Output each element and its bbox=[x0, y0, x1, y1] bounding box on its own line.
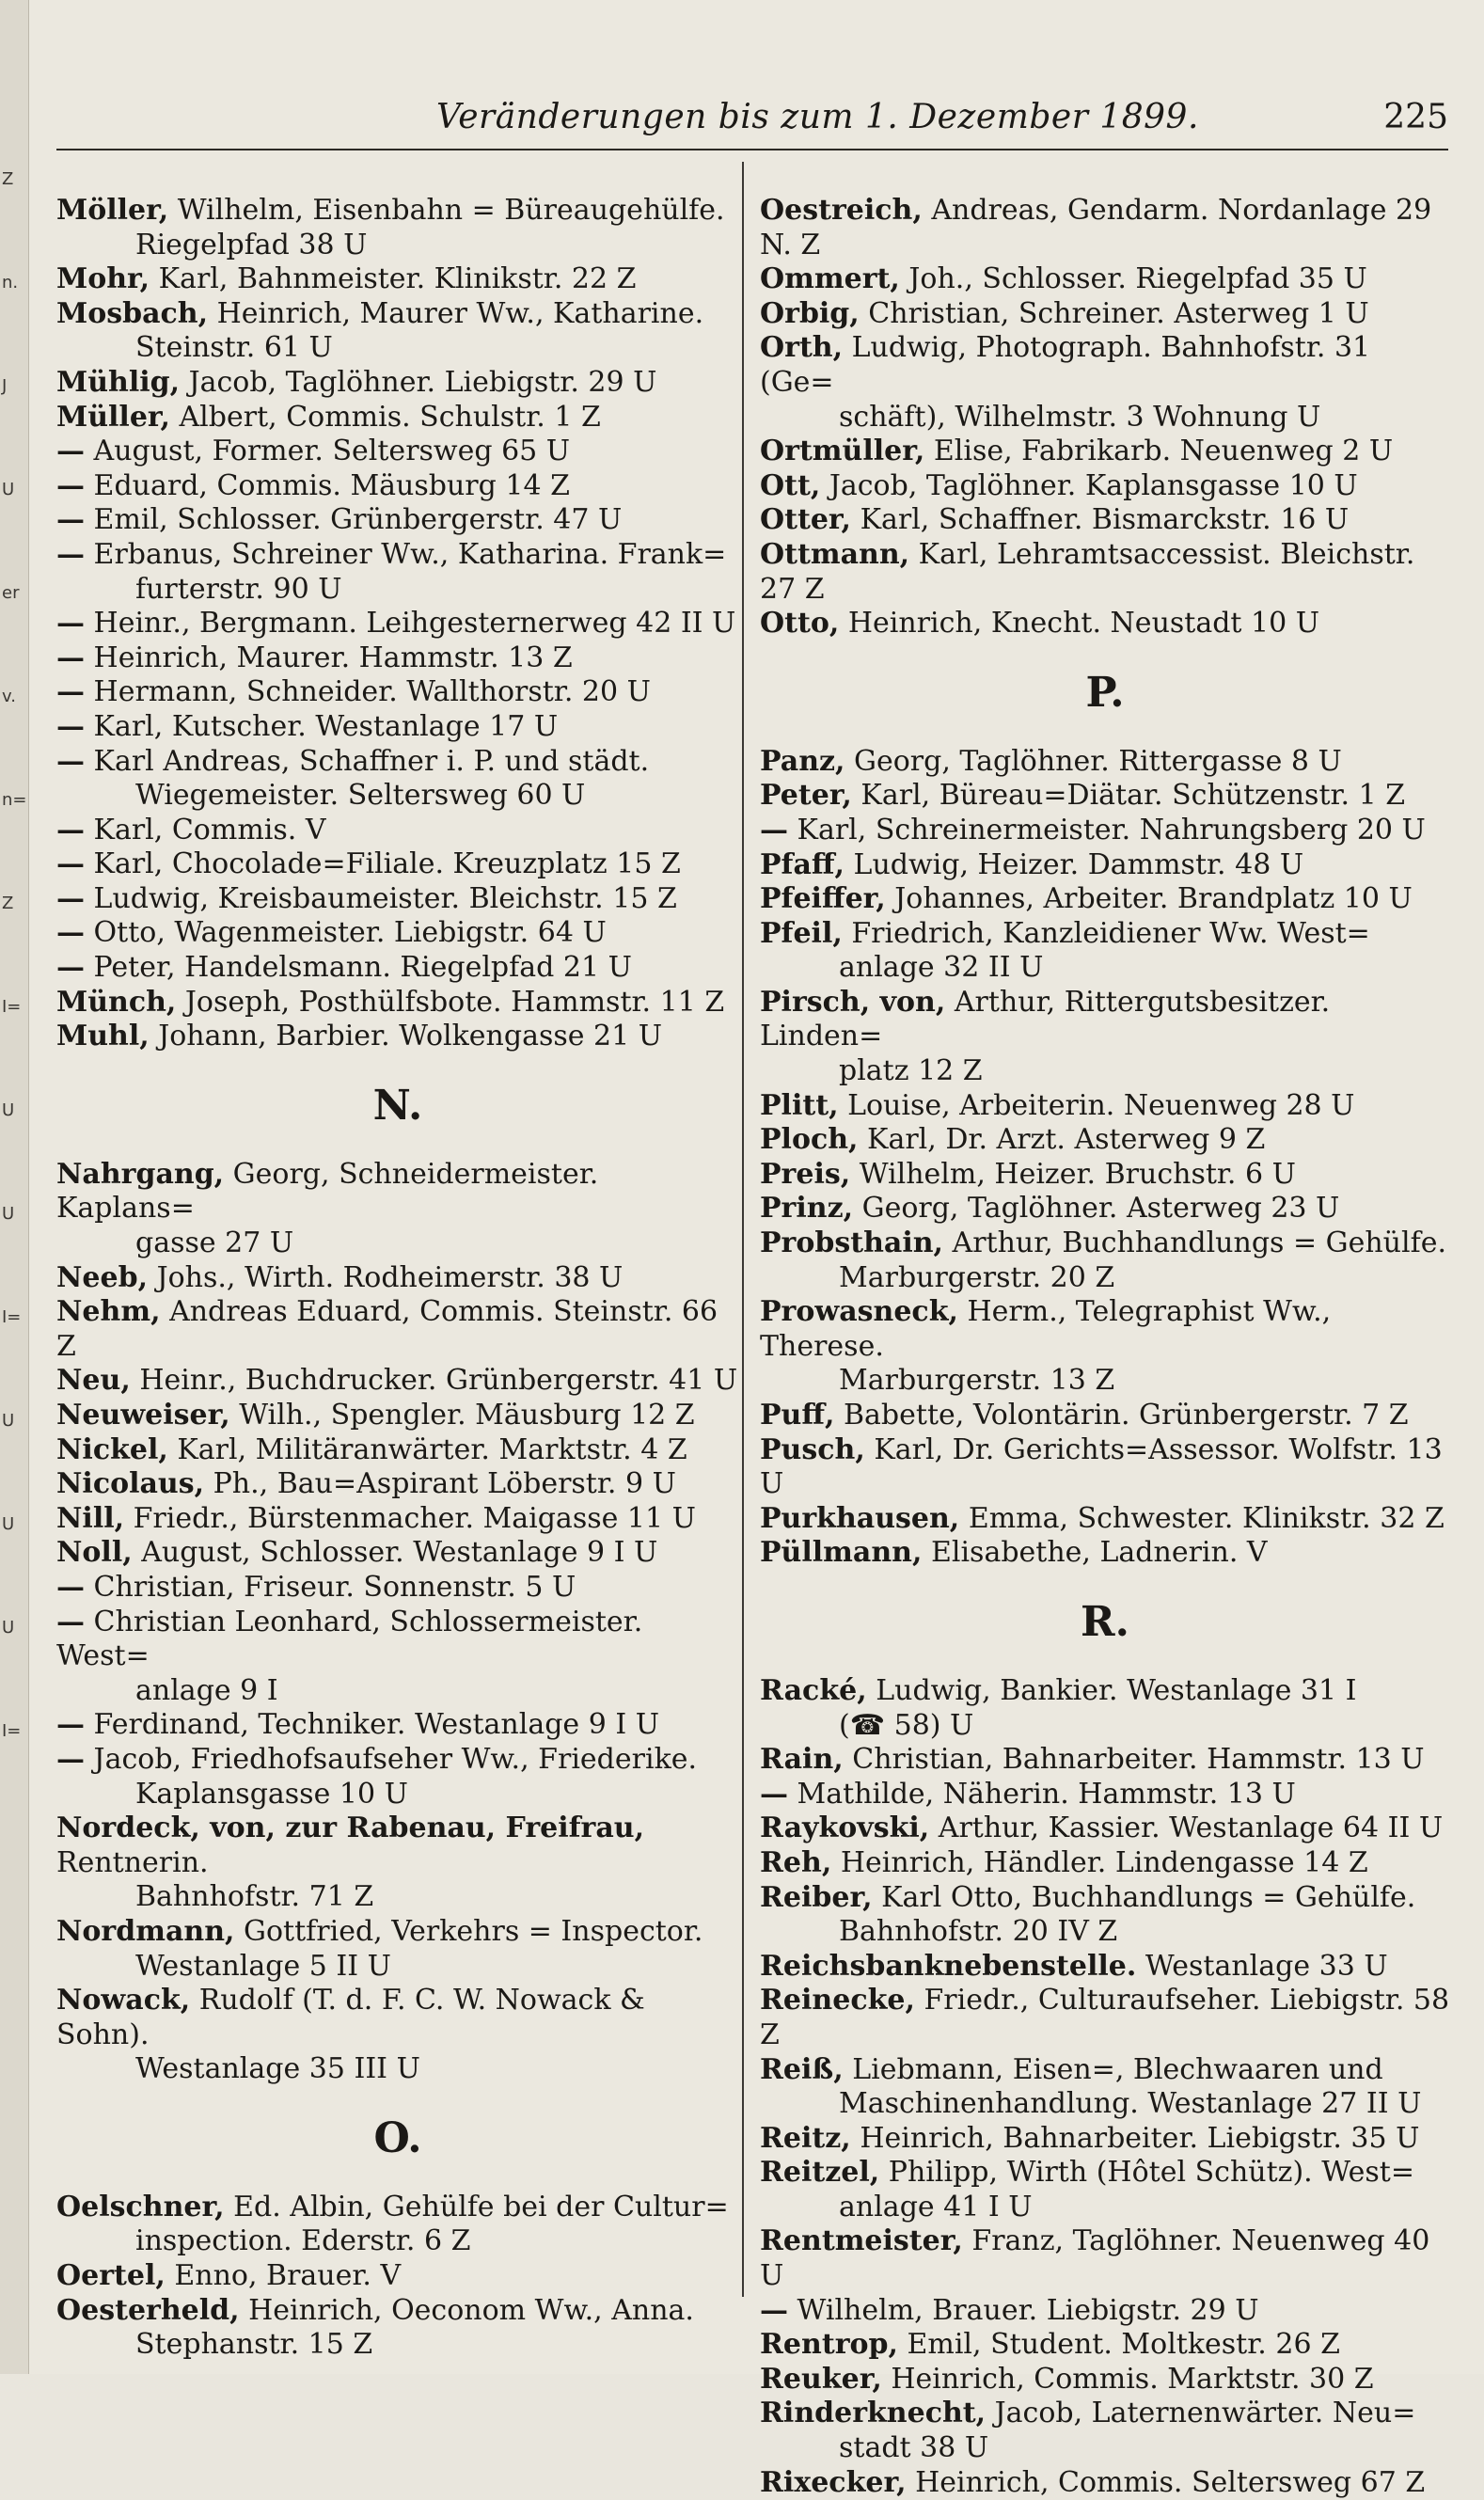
entry-continuation: anlage 41 I U bbox=[839, 2190, 1033, 2223]
entry-name: Rixecker, bbox=[760, 2465, 907, 2499]
directory-entry bbox=[55, 2191, 741, 2259]
entry-details: Johann, Barbier. Wolkengasse 21 U bbox=[158, 1020, 663, 1053]
entry-name: Prinz, bbox=[760, 1192, 854, 1226]
directory-entry bbox=[758, 1399, 1452, 1433]
entry-name: Pusch, bbox=[760, 1432, 865, 1466]
directory-entry bbox=[55, 538, 741, 607]
entry-details: Otto, Wagenmeister. Liebigstr. 64 U bbox=[93, 916, 607, 950]
directory-entry bbox=[55, 675, 741, 710]
entry-name: Nordmann, bbox=[56, 1914, 235, 1948]
directory-entry bbox=[758, 1192, 1452, 1226]
margin-fragment: n. bbox=[2, 273, 19, 293]
entry-name: Pfeiffer, bbox=[760, 882, 886, 916]
directory-entry bbox=[758, 1984, 1452, 2052]
entry-continuation: Marburgerstr. 13 Z bbox=[839, 1364, 1115, 1398]
directory-entry bbox=[758, 2397, 1452, 2465]
entry-details: Christian, Schreiner. Asterweg 1 U bbox=[868, 296, 1369, 330]
directory-entry bbox=[55, 1536, 741, 1571]
directory-entry bbox=[758, 435, 1452, 469]
entry-name: — bbox=[56, 435, 85, 468]
entry-name: Reitzel, bbox=[760, 2156, 880, 2190]
entry-name: Otter, bbox=[760, 503, 852, 537]
directory-entry bbox=[758, 1743, 1452, 1778]
entry-name: — bbox=[56, 537, 85, 571]
directory-entry bbox=[758, 1674, 1452, 1743]
entry-details: Philipp, Wirth (Hôtel Schütz). West= bbox=[888, 2156, 1414, 2190]
directory-entry bbox=[758, 194, 1452, 262]
entry-details: Emil, Schlosser. Grünbergerstr. 47 U bbox=[93, 503, 623, 537]
directory-entry bbox=[55, 1606, 741, 1709]
directory-entry bbox=[758, 1502, 1452, 1537]
entry-name: Neuweiser, bbox=[56, 1399, 230, 1432]
entry-details: Rudolf (T. d. F. C. W. Nowack & Sohn). bbox=[56, 1984, 645, 2051]
entry-details: Emma, Schwester. Klinikstr. 32 Z bbox=[968, 1501, 1445, 1535]
directory-entry bbox=[758, 1123, 1452, 1158]
directory-entry bbox=[758, 986, 1452, 1089]
directory-entry bbox=[758, 469, 1452, 504]
directory-entry bbox=[758, 1778, 1452, 1812]
entry-name: Oesterheld, bbox=[56, 2293, 240, 2327]
entry-details: Hermann, Schneider. Wallthorstr. 20 U bbox=[93, 675, 651, 709]
entry-name: Müller, bbox=[56, 400, 170, 434]
entry-name: — bbox=[56, 951, 85, 985]
margin-fragment: U bbox=[2, 1618, 15, 1638]
entry-details: Ferdinand, Techniker. Westanlage 9 I U bbox=[93, 1708, 660, 1742]
entry-details: Rentnerin. bbox=[56, 1845, 209, 1879]
entry-details: Arthur, Kassier. Westanlage 64 II U bbox=[938, 1812, 1444, 1845]
directory-entry bbox=[758, 882, 1452, 917]
directory-entry bbox=[55, 641, 741, 676]
entry-name: Reitz, bbox=[760, 2121, 851, 2155]
margin-fragment: U bbox=[2, 480, 15, 499]
directory-entry bbox=[55, 1158, 741, 1261]
entry-details: Ludwig, Photograph. Bahnhofstr. 31 (Ge= bbox=[760, 331, 1371, 399]
entry-name: — bbox=[56, 847, 85, 881]
entry-details: Wilhelm, Heizer. Bruchstr. 6 U bbox=[859, 1157, 1296, 1191]
right-column bbox=[758, 194, 1452, 2500]
entry-name: Nehm, bbox=[56, 1295, 161, 1329]
entry-details: Heinrich, Commis. Seltersweg 67 Z bbox=[915, 2465, 1426, 2499]
entry-details: Karl, Schaffner. Bismarckstr. 16 U bbox=[860, 503, 1350, 537]
entry-name: — bbox=[56, 1708, 85, 1742]
directory-entry bbox=[55, 435, 741, 469]
entry-details: Franz, Taglöhner. Neuenweg 40 U bbox=[760, 2224, 1430, 2293]
margin-fragment: I= bbox=[2, 997, 22, 1017]
left-column bbox=[55, 194, 741, 2363]
margin-fragment: n= bbox=[2, 790, 27, 810]
entry-details: Liebmann, Eisen=, Blechwaaren und bbox=[852, 2052, 1383, 2086]
directory-entry bbox=[55, 1364, 741, 1399]
entry-details: Andreas Eduard, Commis. Steinstr. 66 Z bbox=[56, 1295, 718, 1363]
entry-continuation: furterstr. 90 U bbox=[135, 572, 342, 606]
directory-entry bbox=[55, 503, 741, 538]
entry-continuation: platz 12 Z bbox=[839, 1054, 983, 1088]
entry-name: Münch, bbox=[56, 985, 177, 1019]
entry-details: Karl, Militäranwärter. Marktstr. 4 Z bbox=[177, 1432, 687, 1466]
directory-entry bbox=[758, 2363, 1452, 2397]
entry-name: Muhl, bbox=[56, 1020, 150, 1053]
entry-details: Jacob, Friedhofsaufseher Ww., Friederike. bbox=[93, 1742, 698, 1776]
entry-name: Oertel, bbox=[56, 2259, 166, 2293]
directory-entry bbox=[55, 1743, 741, 1812]
entry-continuation: Bahnhofstr. 20 IV Z bbox=[839, 1915, 1118, 1949]
directory-entry bbox=[758, 1226, 1452, 1295]
entry-name: Püllmann, bbox=[760, 1536, 923, 1570]
entry-details: Heinrich, Oeconom Ww., Anna. bbox=[248, 2293, 694, 2327]
entry-name: Nicolaus, bbox=[56, 1467, 205, 1501]
directory-entry bbox=[758, 538, 1452, 607]
entry-name: Möller, bbox=[56, 194, 169, 227]
entry-continuation: Stephanstr. 15 Z bbox=[135, 2328, 373, 2362]
entry-name: Mohr, bbox=[56, 262, 150, 296]
entry-details: Heinr., Bergmann. Leihgesternerweg 42 II U bbox=[93, 607, 736, 641]
directory-entry bbox=[758, 2466, 1452, 2500]
entry-details: Andreas, Gendarm. Nordanlage 29 N. Z bbox=[760, 194, 1432, 261]
directory-entry bbox=[758, 297, 1452, 332]
entry-continuation: Westanlage 35 III U bbox=[135, 2052, 420, 2086]
directory-entry bbox=[758, 607, 1452, 641]
entry-name: — bbox=[56, 503, 85, 537]
entry-name: Rentmeister, bbox=[760, 2224, 963, 2258]
section-letter: N. bbox=[372, 1081, 423, 1130]
entry-details: Peter, Handelsmann. Riegelpfad 21 U bbox=[93, 951, 632, 985]
entry-name: Nowack, bbox=[56, 1984, 191, 2017]
entry-details: Heinrich, Maurer. Hammstr. 13 Z bbox=[93, 641, 573, 674]
directory-entry bbox=[55, 1020, 741, 1054]
entry-details: Enno, Brauer. V bbox=[174, 2259, 402, 2293]
directory-entry bbox=[758, 2156, 1452, 2224]
entry-name: Raykovski, bbox=[760, 1812, 930, 1845]
section-letter: R. bbox=[1081, 1597, 1129, 1646]
section-letter: O. bbox=[373, 2113, 422, 2162]
entry-name: Rinderknecht, bbox=[760, 2397, 987, 2430]
entry-details: Karl, Dr. Arzt. Asterweg 9 Z bbox=[867, 1123, 1266, 1157]
directory-entry bbox=[55, 882, 741, 917]
entry-continuation: inspection. Ederstr. 6 Z bbox=[135, 2224, 471, 2258]
adjacent-page-margin bbox=[0, 0, 29, 2374]
directory-entry bbox=[758, 745, 1452, 780]
entry-details: Joseph, Posthülfsbote. Hammstr. 11 Z bbox=[184, 985, 725, 1019]
entry-name: Probsthain, bbox=[760, 1226, 943, 1260]
entry-details: Karl Otto, Buchhandlungs = Gehülfe. bbox=[881, 1880, 1416, 1914]
directory-entry bbox=[758, 2294, 1452, 2329]
entry-details: Georg, Taglöhner. Asterweg 23 U bbox=[861, 1192, 1340, 1226]
entry-name: Nickel, bbox=[56, 1432, 168, 1466]
entry-name: Ommert, bbox=[760, 262, 900, 296]
entry-continuation: stadt 38 U bbox=[839, 2431, 989, 2465]
directory-entry bbox=[55, 1261, 741, 1296]
entry-name: — bbox=[56, 1605, 85, 1638]
entry-details: Ph., Bau=Aspirant Löberstr. 9 U bbox=[213, 1467, 676, 1501]
entry-details: Wilhelm, Brauer. Liebigstr. 29 U bbox=[797, 2293, 1259, 2327]
directory-entry bbox=[55, 607, 741, 641]
entry-name: — bbox=[56, 881, 85, 915]
entry-name: Oestreich, bbox=[760, 194, 923, 227]
entry-details: Karl, Büreau=Diätar. Schützenstr. 1 Z bbox=[860, 779, 1406, 813]
directory-entry bbox=[55, 1467, 741, 1502]
directory-entry bbox=[55, 1295, 741, 1364]
entry-details: Albert, Commis. Schulstr. 1 Z bbox=[179, 400, 601, 434]
directory-entry bbox=[758, 1295, 1452, 1399]
margin-fragment: Z bbox=[2, 169, 14, 189]
entry-details: Karl, Schreinermeister. Nahrungsberg 20 U bbox=[797, 813, 1426, 847]
entry-name: Racké, bbox=[760, 1673, 867, 1707]
margin-fragment: U bbox=[2, 1204, 15, 1224]
directory-entry bbox=[758, 1950, 1452, 1985]
entry-details: Friedrich, Kanzleidiener Ww. West= bbox=[851, 916, 1370, 950]
directory-entry bbox=[55, 1915, 741, 1984]
entry-details: Louise, Arbeiterin. Neuenweg 28 U bbox=[847, 1088, 1355, 1122]
entry-details: Friedr., Culturaufseher. Liebigstr. 58 Z bbox=[760, 1984, 1450, 2051]
section-letter: P. bbox=[1085, 668, 1125, 717]
entry-name: Reichsbanknebenstelle. bbox=[760, 1949, 1137, 1983]
entry-details: Arthur, Buchhandlungs = Gehülfe. bbox=[952, 1226, 1446, 1260]
directory-entry bbox=[55, 262, 741, 297]
entry-continuation: anlage 9 I bbox=[135, 1673, 278, 1707]
entry-details: Johs., Wirth. Rodheimerstr. 38 U bbox=[156, 1260, 624, 1294]
margin-fragment: J bbox=[2, 376, 8, 396]
entry-name: Reiber, bbox=[760, 1880, 873, 1914]
page-number: 225 bbox=[1383, 98, 1448, 136]
directory-entry bbox=[55, 951, 741, 986]
directory-entry bbox=[55, 1502, 741, 1537]
entry-details: Christian, Bahnarbeiter. Hammstr. 13 U bbox=[852, 1743, 1425, 1777]
entry-name: Mühlig, bbox=[56, 365, 181, 399]
entry-name: — bbox=[56, 641, 85, 674]
entry-name: — bbox=[56, 675, 85, 709]
directory-entry bbox=[55, 1812, 741, 1915]
directory-entry bbox=[758, 503, 1452, 538]
margin-fragment: U bbox=[2, 1411, 15, 1431]
entry-details: Karl, Chocolade=Filiale. Kreuzplatz 15 Z bbox=[93, 847, 681, 881]
entry-details: Heinr., Buchdrucker. Grünbergerstr. 41 U bbox=[139, 1364, 738, 1398]
entry-details: Westanlage 33 U bbox=[1145, 1949, 1388, 1983]
entry-name: Ortmüller, bbox=[760, 435, 925, 468]
entry-details: Wilhelm, Eisenbahn = Büreaugehülfe. bbox=[177, 194, 725, 227]
directory-entry bbox=[55, 1433, 741, 1468]
directory-entry bbox=[55, 745, 741, 814]
entry-name: Purkhausen, bbox=[760, 1501, 960, 1535]
entry-name: Mosbach, bbox=[56, 296, 209, 330]
entry-details: Jacob, Laternenwärter. Neu= bbox=[994, 2397, 1416, 2430]
entry-continuation: Kaplansgasse 10 U bbox=[135, 1777, 408, 1811]
entry-name: Plitt, bbox=[760, 1088, 839, 1122]
entry-name: — bbox=[56, 916, 85, 950]
margin-fragment: I= bbox=[2, 1721, 22, 1741]
directory-entry bbox=[55, 986, 741, 1021]
entry-details: Mathilde, Näherin. Hammstr. 13 U bbox=[797, 1777, 1296, 1811]
entry-details: Emil, Student. Moltkestr. 26 Z bbox=[907, 2328, 1340, 2362]
directory-entry bbox=[55, 194, 741, 262]
directory-entry bbox=[758, 2224, 1452, 2293]
directory-entry bbox=[55, 297, 741, 366]
margin-fragments bbox=[2, 169, 26, 1825]
entry-details: Arthur, Rittergutsbesitzer. Linden= bbox=[760, 985, 1331, 1053]
entry-name: — bbox=[56, 1570, 85, 1604]
directory-entry bbox=[758, 1812, 1452, 1846]
entry-name: Nahrgang, bbox=[56, 1157, 225, 1191]
entry-name: Rentrop, bbox=[760, 2328, 898, 2362]
margin-fragment: U bbox=[2, 1100, 15, 1120]
directory-entry bbox=[758, 331, 1452, 435]
entry-details: Friedr., Bürstenmacher. Maigasse 11 U bbox=[133, 1501, 696, 1535]
entry-continuation: (☎ 58) U bbox=[839, 1708, 974, 1742]
page-title: Veränderungen bis zum 1. Dezember 1899. bbox=[436, 98, 1199, 136]
directory-entry bbox=[758, 1089, 1452, 1124]
directory-entry bbox=[55, 366, 741, 401]
entry-details: Heinrich, Knecht. Neustadt 10 U bbox=[847, 607, 1320, 641]
entry-name: Pirsch, von, bbox=[760, 985, 946, 1019]
entry-name: Orth, bbox=[760, 331, 844, 365]
entry-name: — bbox=[56, 813, 85, 847]
directory-entry bbox=[55, 1399, 741, 1433]
directory-entry bbox=[758, 2328, 1452, 2363]
directory-entry bbox=[758, 1158, 1452, 1193]
entry-details: Heinrich, Händler. Lindengasse 14 Z bbox=[840, 1845, 1368, 1879]
entry-name: — bbox=[56, 607, 85, 641]
entry-details: Heinrich, Maurer Ww., Katharine. bbox=[216, 296, 704, 330]
entry-details: Karl, Dr. Gerichts=Assessor. Wolfstr. 13 U bbox=[760, 1432, 1443, 1501]
directory-entry bbox=[758, 1846, 1452, 1881]
entry-name: Ott, bbox=[760, 468, 821, 502]
entry-name: Peter, bbox=[760, 779, 852, 813]
entry-name: — bbox=[760, 1777, 788, 1811]
entry-name: Reiß, bbox=[760, 2052, 844, 2086]
entry-name: Panz, bbox=[760, 744, 845, 778]
entry-details: August, Former. Seltersweg 65 U bbox=[93, 435, 571, 468]
entry-details: Karl Andreas, Schaffner i. P. und städt. bbox=[93, 744, 650, 778]
entry-name: Rain, bbox=[760, 1743, 844, 1777]
entry-continuation: Maschinenhandlung. Westanlage 27 II U bbox=[839, 2087, 1422, 2121]
directory-entry bbox=[758, 917, 1452, 986]
directory-entry bbox=[758, 848, 1452, 883]
entry-details: Karl, Kutscher. Westanlage 17 U bbox=[93, 709, 559, 743]
entry-details: Georg, Taglöhner. Rittergasse 8 U bbox=[854, 744, 1342, 778]
directory-entry bbox=[758, 262, 1452, 297]
directory-entry bbox=[758, 2053, 1452, 2122]
entry-details: Joh., Schlosser. Riegelpfad 35 U bbox=[908, 262, 1367, 296]
directory-entry bbox=[55, 2294, 741, 2363]
entry-details: Wilh., Spengler. Mäusburg 12 Z bbox=[239, 1399, 695, 1432]
entry-details: Babette, Volontärin. Grünbergerstr. 7 Z bbox=[844, 1399, 1409, 1432]
entry-name: Pfeil, bbox=[760, 916, 843, 950]
entry-continuation: Riegelpfad 38 U bbox=[135, 228, 368, 261]
directory-entry bbox=[55, 1984, 741, 2087]
entry-name: Reinecke, bbox=[760, 1984, 915, 2017]
entry-details: Eduard, Commis. Mäusburg 14 Z bbox=[93, 468, 570, 502]
entry-name: Pfaff, bbox=[760, 847, 845, 881]
directory-entry bbox=[758, 1536, 1452, 1571]
entry-name: — bbox=[760, 2293, 788, 2327]
entry-details: Ludwig, Bankier. Westanlage 31 I bbox=[876, 1673, 1357, 1707]
entry-continuation: Westanlage 5 II U bbox=[135, 1949, 391, 1983]
column-divider bbox=[742, 162, 744, 2297]
directory-entry bbox=[55, 916, 741, 951]
entry-name: Puff, bbox=[760, 1399, 835, 1432]
entry-details: Heinrich, Commis. Marktstr. 30 Z bbox=[891, 2362, 1374, 2396]
directory-entry bbox=[758, 2122, 1452, 2157]
entry-name: Ottmann, bbox=[760, 537, 910, 571]
entry-name: Nordeck, von, zur Rabenau, Freifrau, bbox=[56, 1812, 645, 1845]
directory-entry bbox=[55, 2259, 741, 2294]
entry-name: Nill, bbox=[56, 1501, 125, 1535]
directory-entry bbox=[758, 1881, 1452, 1950]
margin-fragment: I= bbox=[2, 1307, 22, 1327]
directory-entry bbox=[758, 779, 1452, 814]
directory-entry bbox=[55, 847, 741, 882]
page-header bbox=[56, 92, 1448, 150]
entry-details: Ed. Albin, Gehülfe bei der Cultur= bbox=[233, 2190, 729, 2223]
entry-name: Noll, bbox=[56, 1536, 133, 1570]
directory-entry bbox=[55, 1571, 741, 1606]
entry-name: Neeb, bbox=[56, 1260, 149, 1294]
entry-details: Christian Leonhard, Schlossermeister. West= bbox=[56, 1605, 643, 1673]
directory-entry bbox=[758, 814, 1452, 848]
entry-details: Erbanus, Schreiner Ww., Katharina. Frank= bbox=[93, 537, 727, 571]
entry-details: Jacob, Taglöhner. Kaplansgasse 10 U bbox=[829, 468, 1358, 502]
directory-entry bbox=[55, 1708, 741, 1743]
entry-continuation: anlage 32 II U bbox=[839, 951, 1044, 985]
directory-entry bbox=[55, 710, 741, 745]
entry-details: Christian, Friseur. Sonnenstr. 5 U bbox=[93, 1570, 576, 1604]
entry-details: Elisabethe, Ladnerin. V bbox=[930, 1536, 1268, 1570]
entry-details: Herm., Telegraphist Ww., Therese. bbox=[760, 1295, 1332, 1363]
entry-name: — bbox=[760, 813, 788, 847]
entry-details: August, Schlosser. Westanlage 9 I U bbox=[141, 1536, 658, 1570]
entry-details: Jacob, Taglöhner. Liebigstr. 29 U bbox=[188, 365, 657, 399]
margin-fragment: v. bbox=[2, 687, 16, 706]
entry-name: Orbig, bbox=[760, 296, 860, 330]
entry-name: Otto, bbox=[760, 607, 840, 641]
entry-name: — bbox=[56, 468, 85, 502]
margin-fragment: Z bbox=[2, 894, 14, 913]
entry-name: — bbox=[56, 744, 85, 778]
entry-details: Ludwig, Kreisbaumeister. Bleichstr. 15 Z bbox=[93, 881, 677, 915]
margin-fragment: U bbox=[2, 1514, 15, 1534]
entry-details: Karl, Bahnmeister. Klinikstr. 22 Z bbox=[158, 262, 637, 296]
entry-details: Johannes, Arbeiter. Brandplatz 10 U bbox=[894, 882, 1413, 916]
entry-name: — bbox=[56, 1742, 85, 1776]
entry-continuation: Steinstr. 61 U bbox=[135, 331, 333, 365]
entry-details: Ludwig, Heizer. Dammstr. 48 U bbox=[853, 847, 1304, 881]
entry-continuation: Wiegemeister. Seltersweg 60 U bbox=[135, 779, 586, 813]
entry-continuation: gasse 27 U bbox=[135, 1226, 294, 1260]
entry-name: — bbox=[56, 709, 85, 743]
entry-name: Reuker, bbox=[760, 2362, 882, 2396]
entry-details: Elise, Fabrikarb. Neuenweg 2 U bbox=[933, 435, 1394, 468]
margin-fragment: er bbox=[2, 583, 20, 603]
entry-details: Georg, Schneidermeister. Kaplans= bbox=[56, 1157, 599, 1226]
entry-details: Karl, Commis. V bbox=[93, 813, 326, 847]
entry-details: Heinrich, Bahnarbeiter. Liebigstr. 35 U bbox=[860, 2121, 1420, 2155]
entry-continuation: Bahnhofstr. 71 Z bbox=[135, 1880, 374, 1914]
directory-entry bbox=[55, 401, 741, 435]
directory-entry bbox=[55, 469, 741, 504]
entry-name: Preis, bbox=[760, 1157, 851, 1191]
directory-entry bbox=[55, 814, 741, 848]
entry-name: Oelschner, bbox=[56, 2190, 225, 2223]
entry-name: Prowasneck, bbox=[760, 1295, 958, 1329]
directory-entry bbox=[758, 1433, 1452, 1502]
entry-details: Gottfried, Verkehrs = Inspector. bbox=[244, 1914, 703, 1948]
entry-name: Reh, bbox=[760, 1845, 832, 1879]
entry-continuation: Marburgerstr. 20 Z bbox=[839, 1260, 1115, 1294]
entry-continuation: schäft), Wilhelmstr. 3 Wohnung U bbox=[839, 400, 1321, 434]
entry-name: Ploch, bbox=[760, 1123, 859, 1157]
entry-name: Neu, bbox=[56, 1364, 131, 1398]
entry-details: Karl, Lehramtsaccessist. Bleichstr. 27 Z bbox=[760, 537, 1415, 606]
